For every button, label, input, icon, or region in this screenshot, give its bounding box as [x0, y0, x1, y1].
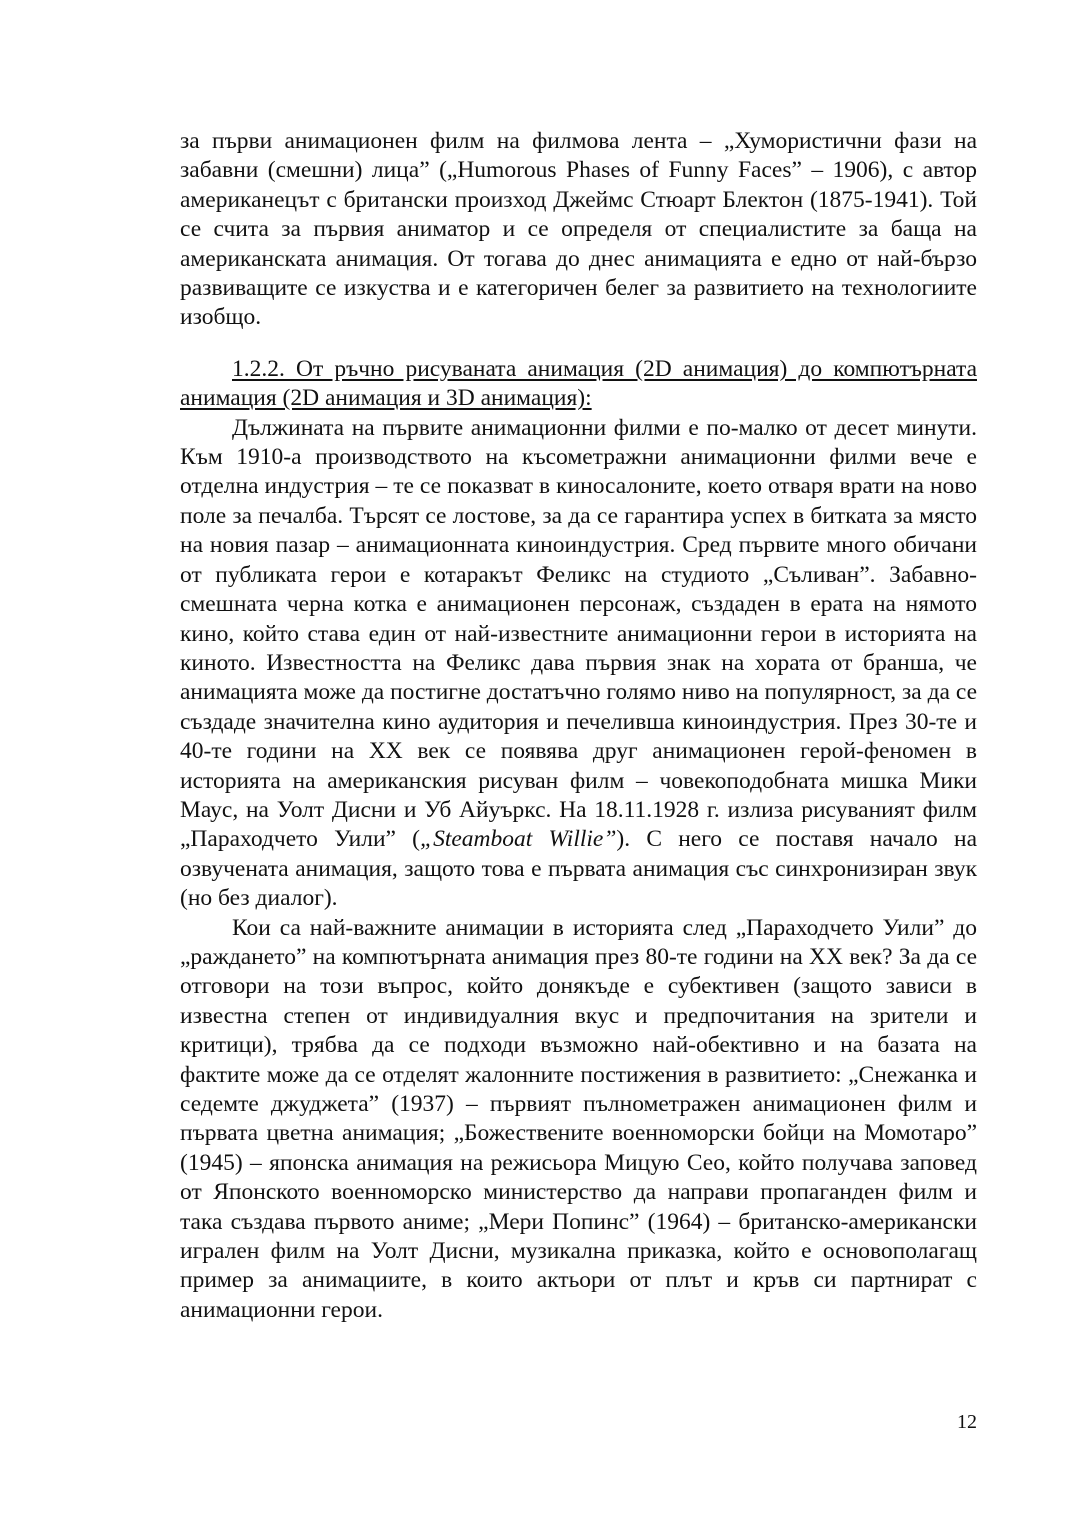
paragraph-intro: за първи анимационен филм на филмова лента – „Хумористични фази на забавни (смешни) лица” („Humorous Phases of Funny Faces” – 1906), с автор американецът с британски произход Джеймс Стюарт Блектон (1875-1941). Той се счита за първия аниматор и се определя от специалистите за баща на американската анимация. От тогава до днес анимацията е едно от най-бързо развиващите се изкуства и е категоричен белег за развитието на технологиите изобщо. — [180, 128, 977, 331]
document-body — [180, 127, 977, 1325]
paragraph-early-animation — [180, 414, 977, 914]
paragraph-text-part-1: Дължината на първите анимационни филми е по-малко от десет минути. Към 1910-а производството на късометражни анимационни филми вече е отделна индустрия – те се показват в киносалоните, което отваря врати на ново поле за печалба. Търсят се лостове, за да се гарантира успех в битката за място на новия пазар – анимационната киноиндустрия. Сред първите много обичани от публиката герои е котаракът Феликс на студиото „Съливан”. Забавно-смешната черна котка е анимационен персонаж, създаден в ерата на нямото кино, който става един от най-известните анимационни герои в историята на киното. Известността на Феликс дава първия знак на хората от бранша, че анимацията може да постигне достатъчно голямо ниво на популярност, за да се създаде значителна кино аудитория и печеливша киноиндустрия. През 30-те и 40-те години на XX век се появява друг анимационен герой-феномен в историята на американския рисуван филм – човекоподобната мишка Мики Маус, на Уолт Дисни и Уб Айуъркс. На 18.11.1928 г. излиза рисуваният филм „Параходчето Уили” ( — [180, 414, 977, 853]
paragraph-milestones: Кои са най-важните анимации в историята след „Параходчето Уили” до „раждането” на компютърната анимация през 80-те години на XX век? За да се отговори на този въпрос, който донякъде е субективен (защото зависи в известна степен от индивидуалния вкус и предпочитания на зрители и критици), трябва да се подходи възможно най-обективно и на базата на фактите може да се отделят жалонните постижения в развитието: „Снежанка и седемте джуджета” (1937) – първият пълнометражен анимационен филм и първата цветна анимация; „Божествените военноморски бойци на Момотаро” (1945) – японска анимация на режисьора Мицую Сео, който получава заповед от Японското военноморско министерство да направи пропаганден филм и така създава първото аниме; „Мери Попинс” (1964) – британско-американски игрален филм на Уолт Дисни, музикална приказка, който е основополагащ пример за анимациите, в които актьори от плът и кръв си партнират с анимационни герои. — [180, 914, 977, 1323]
section-heading: 1.2.2. От ръчно рисуваната анимация (2D анимация) до компютърната анимация (2D анимация и 3D анимация): — [180, 355, 977, 412]
paragraph-text-part-2: ). С него се поставя начало на озвучената анимация, защото това е първата анимация със синхронизиран звук (но без диалог). — [180, 826, 977, 912]
film-title-italic: „Steamboat Willie” — [420, 826, 617, 853]
page-number: 12 — [957, 1411, 977, 1433]
